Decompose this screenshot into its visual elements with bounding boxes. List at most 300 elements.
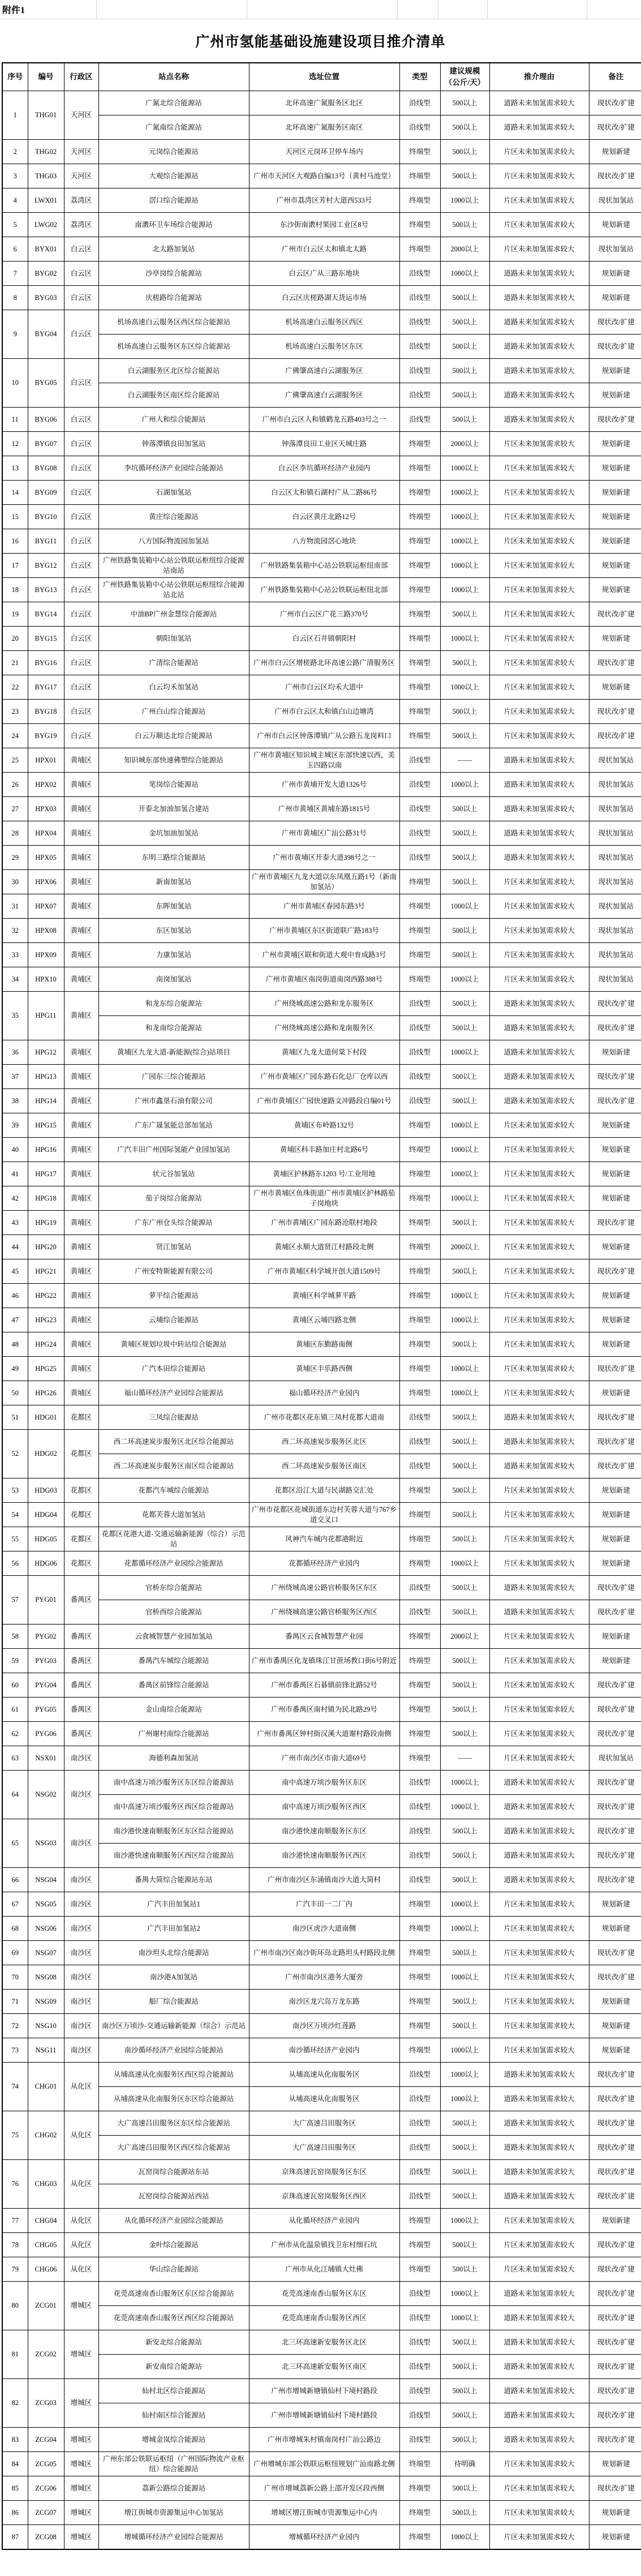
station-code-cell: THG02 [28,140,64,164]
row-number-cell: 20 [2,627,28,651]
station-name-cell: 花莞高速南香山服务区东区综合能源站 [98,2282,249,2306]
table-row [2,115,641,140]
district-cell: 增城区 [64,2476,98,2501]
row-number-cell: 9 [2,310,28,359]
station-code-cell: PYG05 [28,1698,64,1722]
station-name-cell: 广汽丰田加氢站2 [98,1917,249,1941]
station-code-cell: PYG01 [28,1576,64,1625]
station-name-cell: 黄埔区规划垃圾中转站综合能源站 [98,1332,249,1357]
row-number-cell: 65 [2,1819,28,1868]
location-cell: 黄埔区永顺大道贤江村路段北侧 [249,1235,399,1259]
station-name-cell: 仙村北区综合能源站 [98,2379,249,2403]
station-code-cell: BYX01 [28,237,64,262]
scale-cell: 500以上 [440,1454,489,1478]
scale-cell: 2000以上 [440,1625,489,1649]
type-cell: 终端型 [399,1698,440,1722]
column-header-scale [440,63,489,91]
remark-cell: 现状改/扩建 [589,1698,641,1722]
district-cell: 黄埔区 [64,773,98,797]
station-code-cell: HPX03 [28,797,64,821]
scale-cell: 500以上 [440,2428,489,2452]
station-code-cell: NSX01 [28,1746,64,1771]
table-row [2,1089,641,1113]
scale-cell: 500以上 [440,1259,489,1284]
reason-cell: 片区未来加氢需求较大 [489,1892,589,1917]
remark-cell: 现状改/扩建 [589,2087,641,2111]
scale-cell: 500以上 [440,408,489,432]
type-cell: 终端型 [399,2257,440,2282]
station-name-cell: 广氮南综合能源站 [98,115,249,140]
remark-cell: 现状改/扩建 [589,335,641,359]
station-name-cell: 番禺汽车城综合能源站 [98,1649,249,1673]
location-cell: 京珠高速瓦窑岗服务区西区 [249,2184,399,2209]
station-name-cell: 福山循环经济产业园综合能源站 [98,1381,249,1405]
type-cell: 沿线型 [399,1576,440,1600]
district-cell: 白云区 [64,432,98,456]
type-cell: 终端型 [399,1941,440,1965]
reason-cell: 道路未来加氢需求较大 [489,1430,589,1454]
type-cell: 终端型 [399,1673,440,1698]
table-row [2,2233,641,2257]
table-header [2,63,641,91]
table-row [2,602,641,627]
table-row [2,1113,641,1138]
reason-cell: 片区未来加氢需求较大 [489,1308,589,1332]
station-name-cell: 花都循环经济产业园综合能源站 [98,1551,249,1576]
station-code-cell: PYG04 [28,1673,64,1698]
table-row [2,1454,641,1478]
row-number-cell: 35 [2,992,28,1040]
location-cell: 花莞高速南香山服务区西区 [249,2306,399,2330]
remark-cell: 现状改/扩建 [589,1089,641,1113]
row-number-cell: 36 [2,1040,28,1065]
district-cell: 黄埔区 [64,1162,98,1186]
reason-cell: 道路未来加氢需求较大 [489,2428,589,2452]
location-cell: 从化循环经济产业园内 [249,2209,399,2233]
remark-cell: 现状改/扩建 [589,602,641,627]
type-cell: 沿线型 [399,1405,440,1430]
remark-cell: 规划新建 [589,675,641,700]
table-row [2,2476,641,2501]
row-number-cell: 59 [2,1649,28,1673]
reason-cell: 道路未来加氢需求较大 [489,286,589,310]
gridline [397,0,398,19]
district-cell: 黄埔区 [64,1259,98,1284]
table-row [2,1625,641,1649]
station-code-cell: HPG21 [28,1259,64,1284]
row-number-cell: 40 [2,1138,28,1162]
scale-cell: 1000以上 [440,188,489,213]
station-code-cell: LWX01 [28,188,64,213]
remark-cell: 规划新建 [589,1138,641,1162]
scale-cell: 1000以上 [440,675,489,700]
row-number-cell: 26 [2,773,28,797]
station-code-cell: ZCG06 [28,2476,64,2501]
location-cell: 广州市黄埔区开泰大道398号之一 [249,846,399,870]
remark-cell: 规划新建 [589,2209,641,2233]
scale-cell: 1000以上 [440,773,489,797]
reason-cell: 片区未来加氢需求较大 [489,1113,589,1138]
row-number-cell: 29 [2,846,28,870]
table-row [2,870,641,894]
station-name-cell: 状元谷加氢站 [98,1162,249,1186]
type-cell: 终端型 [399,1990,440,2014]
station-code-cell: BYG06 [28,408,64,432]
reason-cell: 片区未来加氢需求较大 [489,1698,589,1722]
station-name-cell: 庆槎路综合能源站 [98,286,249,310]
row-number-cell: 87 [2,2525,28,2550]
district-cell: 黄埔区 [64,1113,98,1138]
station-code-cell: ZCG05 [28,2452,64,2476]
table-row [2,1965,641,1990]
location-cell: 广州市南沙区东涌镇南沙大道大简村 [249,1868,399,1892]
location-cell: 广州市黄埔区广园快速路文冲路段自编01号 [249,1089,399,1113]
table-row [2,2038,641,2063]
row-number-cell: 7 [2,262,28,286]
location-cell: 广州铁路集装箱中心站公铁联运枢纽北部 [249,578,399,602]
district-cell: 白云区 [64,724,98,748]
type-cell: 终端型 [399,213,440,237]
reason-cell: 片区未来加氢需求较大 [489,1332,589,1357]
remark-cell: 现状改/扩建 [589,91,641,115]
reason-cell: 片区未来加氢需求较大 [489,1186,589,1211]
station-name-cell: 仙村南区综合能源站 [98,2403,249,2428]
location-cell: 东沙街南漖村果园工业区8号 [249,213,399,237]
district-cell: 南沙区 [64,1771,98,1819]
location-cell: 白云区庆槎路湖天货运市场 [249,286,399,310]
district-cell: 增城区 [64,2282,98,2330]
table-row [2,1722,641,1746]
reason-cell: 片区未来加氢需求较大 [489,943,589,967]
row-number-cell: 14 [2,481,28,505]
reason-cell: 道路未来加氢需求较大 [489,335,589,359]
table-row [2,505,641,529]
row-number-cell: 22 [2,675,28,700]
reason-cell: 道路未来加氢需求较大 [489,2355,589,2379]
type-cell: 沿线型 [399,2063,440,2087]
row-number-cell: 72 [2,2014,28,2038]
district-cell: 花都区 [64,1430,98,1478]
type-cell: 沿线型 [399,992,440,1016]
table-row [2,481,641,505]
district-cell: 黄埔区 [64,870,98,894]
remark-cell: 现状改/扩建 [589,651,641,675]
type-cell: 终端型 [399,602,440,627]
table-row [2,846,641,870]
row-number-cell: 34 [2,967,28,992]
type-cell: 终端型 [399,894,440,919]
station-code-cell: HPX01 [28,748,64,773]
scale-cell: 500以上 [440,846,489,870]
row-number-cell: 64 [2,1771,28,1819]
type-cell: 终端型 [399,578,440,602]
reason-cell: 片区未来加氢需求较大 [489,1235,589,1259]
reason-cell: 片区未来加氢需求较大 [489,140,589,164]
reason-cell: 道路未来加氢需求较大 [489,1405,589,1430]
scale-cell: 500以上 [440,870,489,894]
remark-cell: 现状改/扩建 [589,1941,641,1965]
scale-cell: 500以上 [440,1600,489,1625]
table-row [2,1576,641,1600]
station-code-cell: BYG05 [28,359,64,408]
scale-cell: 500以上 [440,2184,489,2209]
scale-cell: 500以上 [440,2403,489,2428]
station-name-cell: 云埔综合能源站 [98,1308,249,1332]
table-row [2,1284,641,1308]
station-name-cell: 船厂综合能源站 [98,1990,249,2014]
location-cell: 广州市黄埔区鱼珠街道广州市黄埔区护林路茄子岗地块 [249,1186,399,1211]
row-number-cell: 4 [2,188,28,213]
station-code-cell: NSG05 [28,1892,64,1917]
remark-cell: 现状加氢站 [589,797,641,821]
district-cell: 天河区 [64,164,98,188]
location-cell: 黄埔区科丰路加庄村北路6号 [249,1138,399,1162]
district-cell: 增城区 [64,2501,98,2525]
station-code-cell: NSG08 [28,1965,64,1990]
location-cell: 南沙区万顷沙红莲路 [249,2014,399,2038]
district-cell: 番禺区 [64,1625,98,1649]
location-cell: 广州市黄埔区广汕公路31号 [249,821,399,846]
type-cell: 终端型 [399,1235,440,1259]
row-number-cell: 39 [2,1113,28,1138]
station-code-cell: ZCG08 [28,2525,64,2550]
scale-cell: 500以上 [440,2111,489,2136]
table-row [2,1673,641,1698]
station-code-cell: HPG11 [28,992,64,1040]
station-code-cell: BYG07 [28,432,64,456]
row-number-cell: 11 [2,408,28,432]
reason-cell: 道路未来加氢需求较大 [489,2330,589,2355]
station-code-cell: LWG02 [28,213,64,237]
location-cell: 南沙港快速南顺服务区西区 [249,1844,399,1868]
table-row [2,335,641,359]
row-number-cell: 58 [2,1625,28,1649]
scale-cell: 500以上 [440,1430,489,1454]
type-cell: 沿线型 [399,797,440,821]
table-row [2,432,641,456]
reason-cell: 片区未来加氢需求较大 [489,2038,589,2063]
district-cell: 黄埔区 [64,1235,98,1259]
row-number-cell: 60 [2,1673,28,1698]
station-name-cell: 南沙港快速南顺服务区西区综合能源站 [98,1844,249,1868]
station-name-cell: 南沙港快速南顺服务区东区综合能源站 [98,1819,249,1844]
station-name-cell: 花都芙蓉大道加氢站 [98,1503,249,1527]
station-code-cell: HPG14 [28,1089,64,1113]
scale-cell: 500以上 [440,1332,489,1357]
row-number-cell: 27 [2,797,28,821]
reason-cell: 片区未来加氢需求较大 [489,1503,589,1527]
row-number-cell: 74 [2,2063,28,2111]
station-name-cell: 白云均禾加氢站 [98,675,249,700]
type-cell: 终端型 [399,1308,440,1332]
column-header-type: 类型 [399,63,440,91]
table-row [2,1819,641,1844]
type-cell: 沿线型 [399,1454,440,1478]
scale-cell: 1000以上 [440,1771,489,1795]
remark-cell: 现状改/扩建 [589,2184,641,2209]
table-row [2,1503,641,1527]
column-header-location: 选址位置 [249,63,399,91]
remark-cell: 现状改/扩建 [589,1211,641,1235]
table-row [2,2282,641,2306]
station-name-cell: 广州市鑫垦石油有限公司 [98,1089,249,1113]
reason-cell: 道路未来加氢需求较大 [489,773,589,797]
scale-cell: 500以上 [440,724,489,748]
district-cell: 荔湾区 [64,213,98,237]
location-cell: 广佛肇高速白云湖服务区 [249,383,399,408]
table-row [2,992,641,1016]
location-cell: 西二环高速炭步服务区南区 [249,1454,399,1478]
reason-cell: 片区未来加氢需求较大 [489,2525,589,2550]
table-row [2,1551,641,1576]
table-row [2,748,641,773]
reason-cell: 片区未来加氢需求较大 [489,1965,589,1990]
reason-cell: 片区未来加氢需求较大 [489,1162,589,1186]
station-code-cell: HDG04 [28,1503,64,1527]
row-number-cell: 15 [2,505,28,529]
district-cell: 白云区 [64,554,98,578]
reason-cell: 片区未来加氢需求较大 [489,1357,589,1381]
type-cell: 终端型 [399,627,440,651]
remark-cell: 规划新建 [589,1040,641,1065]
district-cell: 白云区 [64,700,98,724]
scale-cell: 500以上 [440,164,489,188]
reason-cell: 片区未来加氢需求较大 [489,2501,589,2525]
type-cell: 终端型 [399,1186,440,1211]
table-row [2,2160,641,2184]
location-cell: 广州市番禺区石碁镇前锋北路52号 [249,1673,399,1698]
type-cell: 终端型 [399,1259,440,1284]
reason-cell: 道路未来加氢需求较大 [489,2379,589,2403]
remark-cell: 现状改/扩建 [589,992,641,1016]
location-cell: 广州市花都区花东镇三凤村花都大道南 [249,1405,399,1430]
type-cell: 终端型 [399,481,440,505]
type-cell: 沿线型 [399,1065,440,1089]
location-cell: 南中高速万顷沙服务区西区 [249,1795,399,1819]
type-cell: 沿线型 [399,262,440,286]
station-code-cell: THG03 [28,164,64,188]
table-row [2,1844,641,1868]
reason-cell: 片区未来加氢需求较大 [489,1138,589,1162]
reason-cell: 片区未来加氢需求较大 [489,1625,589,1649]
scale-cell: 1000以上 [440,627,489,651]
table-row [2,675,641,700]
table-row [2,2306,641,2330]
row-number-cell: 85 [2,2476,28,2501]
table-row [2,821,641,846]
remark-cell: 规划新建 [589,1551,641,1576]
remark-cell: 规划新建 [589,286,641,310]
table-row [2,2087,641,2111]
type-cell: 沿线型 [399,335,440,359]
table-row [2,2257,641,2282]
reason-cell: 道路未来加氢需求较大 [489,846,589,870]
table-row [2,627,641,651]
row-number-cell: 25 [2,748,28,773]
district-cell: 黄埔区 [64,821,98,846]
type-cell: 终端型 [399,164,440,188]
district-cell: 增城区 [64,2379,98,2428]
reason-cell: 片区未来加氢需求较大 [489,529,589,554]
station-name-cell: 广东广晟氢能总部加氢站 [98,1113,249,1138]
station-code-cell: BYG03 [28,286,64,310]
station-code-cell: BYG16 [28,651,64,675]
row-number-cell: 79 [2,2257,28,2282]
station-code-cell: ZCG03 [28,2379,64,2428]
remark-cell: 规划新建 [589,140,641,164]
attachment-label: 附件1 [2,6,25,15]
type-cell: 沿线型 [399,2428,440,2452]
station-name-cell: 白云万顺达北综合能源站 [98,724,249,748]
location-cell: 白云区太和镇石湖村广从二路86号 [249,481,399,505]
location-cell: 黄埔区东勤路南侧 [249,1332,399,1357]
location-cell: 广州市黄埔区广园东路石化总厂仓库以西 [249,1065,399,1089]
station-name-cell: 北太路加氢站 [98,237,249,262]
row-number-cell: 10 [2,359,28,408]
table-row [2,1357,641,1381]
reason-cell: 道路未来加氢需求较大 [489,1576,589,1600]
station-name-cell: 西二环高速炭步服务区北区综合能源站 [98,1430,249,1454]
remark-cell: 规划新建 [589,1892,641,1917]
district-cell: 白云区 [64,627,98,651]
remark-cell: 现状改/扩建 [589,1430,641,1454]
scale-cell: 500以上 [440,919,489,943]
row-number-cell: 66 [2,1868,28,1892]
station-code-cell: HPX02 [28,773,64,797]
type-cell: 终端型 [399,554,440,578]
scale-cell: 500以上 [440,2257,489,2282]
type-cell: 沿线型 [399,2379,440,2403]
row-number-cell: 71 [2,1990,28,2014]
table-row [2,1649,641,1673]
station-name-cell: 和龙东综合能源站 [98,992,249,1016]
scale-cell: 1000以上 [440,2282,489,2306]
table-row [2,383,641,408]
type-cell: 终端型 [399,1332,440,1357]
location-cell: 西二环高速炭步服务区北区 [249,1430,399,1454]
district-cell: 白云区 [64,237,98,262]
scale-cell: 500以上 [440,140,489,164]
reason-cell: 道路未来加氢需求较大 [489,2063,589,2087]
district-cell: 番禺区 [64,1698,98,1722]
location-cell: 黄埔区云埔四路北侧 [249,1308,399,1332]
table-row [2,1746,641,1771]
type-cell: 沿线型 [399,773,440,797]
type-cell: 沿线型 [399,1844,440,1868]
station-code-cell: HPG15 [28,1113,64,1138]
row-number-cell: 48 [2,1332,28,1357]
remark-cell: 规划新建 [589,1186,641,1211]
table-row [2,700,641,724]
header-row [2,63,641,91]
scale-cell: 500以上 [440,310,489,335]
row-number-cell: 38 [2,1089,28,1113]
reason-cell: 片区未来加氢需求较大 [489,919,589,943]
reason-cell: 片区未来加氢需求较大 [489,1551,589,1576]
scale-cell: 500以上 [440,213,489,237]
remark-cell: 现状改/扩建 [589,2282,641,2306]
location-cell: 广州市增城朱村镇南岗村广汕公路边 [249,2428,399,2452]
scale-cell: 待明确 [440,2452,489,2476]
station-code-cell: NSG07 [28,1941,64,1965]
row-number-cell: 78 [2,2233,28,2257]
station-code-cell: HPX10 [28,967,64,992]
station-code-cell: PYG02 [28,1625,64,1649]
station-code-cell: NSG06 [28,1917,64,1941]
station-code-cell: HDG01 [28,1405,64,1430]
type-cell: 沿线型 [399,286,440,310]
type-cell: 沿线型 [399,2136,440,2160]
